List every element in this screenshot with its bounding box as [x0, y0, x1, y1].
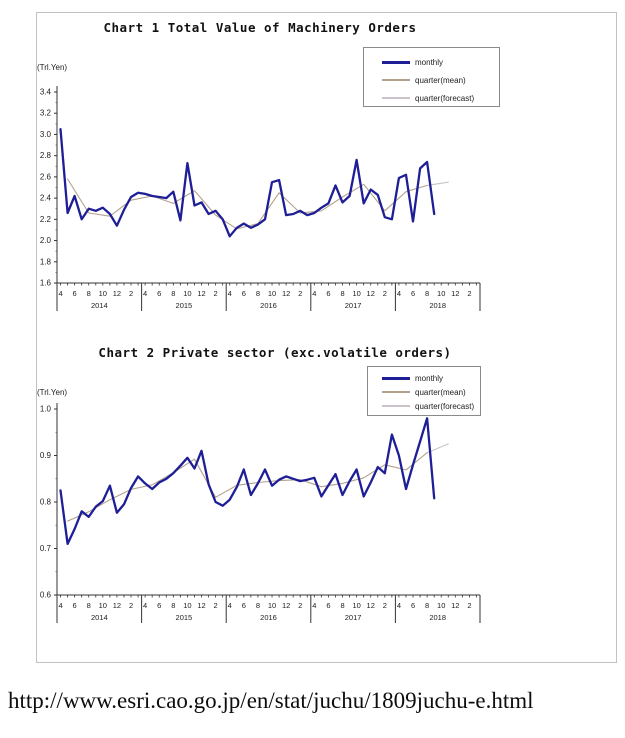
- svg-text:10: 10: [98, 601, 107, 610]
- svg-text:8: 8: [340, 601, 345, 610]
- svg-text:4: 4: [312, 289, 317, 298]
- svg-text:2.6: 2.6: [39, 172, 51, 182]
- svg-text:8: 8: [255, 289, 261, 298]
- monthly-line-swatch: [382, 377, 410, 380]
- svg-text:2016: 2016: [260, 301, 277, 310]
- legend-item-quarter-mean: [382, 385, 480, 399]
- svg-text:6: 6: [72, 601, 77, 610]
- svg-text:8: 8: [425, 289, 430, 298]
- svg-text:2: 2: [467, 289, 472, 298]
- svg-text:4: 4: [312, 601, 317, 610]
- legend-label-quarter-mean: quarter(mean): [415, 75, 466, 85]
- svg-text:1.8: 1.8: [39, 257, 51, 267]
- svg-text:4: 4: [58, 289, 63, 298]
- svg-text:0.7: 0.7: [39, 544, 51, 553]
- monthly-series-line: [61, 418, 435, 544]
- legend-label-quarter-mean: quarter(mean): [415, 387, 466, 397]
- svg-text:6: 6: [72, 289, 77, 298]
- monthly-line-swatch: [382, 61, 410, 64]
- quarter-forecast-line-swatch: [382, 97, 410, 99]
- svg-text:12: 12: [451, 289, 460, 298]
- svg-text:10: 10: [352, 601, 361, 610]
- chart-1-unit-label: (Trl.Yen): [37, 63, 68, 72]
- chart-1-legend: [363, 47, 500, 107]
- svg-text:10: 10: [267, 601, 277, 610]
- svg-text:12: 12: [366, 601, 375, 610]
- svg-text:4: 4: [396, 601, 402, 610]
- svg-text:12: 12: [281, 601, 291, 610]
- svg-text:2015: 2015: [175, 613, 193, 622]
- svg-text:2: 2: [467, 601, 472, 610]
- svg-text:2017: 2017: [344, 613, 362, 622]
- chart-2-legend: [367, 366, 481, 416]
- svg-text:6: 6: [157, 601, 162, 610]
- svg-text:4: 4: [396, 289, 402, 298]
- monthly-series-line: [61, 129, 435, 236]
- chart-2-title: Chart 2 Private sector (exc.volatile orders): [98, 345, 452, 360]
- svg-text:2: 2: [298, 289, 303, 298]
- svg-text:3.2: 3.2: [39, 108, 51, 118]
- svg-text:6: 6: [326, 289, 331, 298]
- chart-2-unit-label: (Trl.Yen): [37, 388, 68, 397]
- svg-text:2.2: 2.2: [39, 214, 51, 224]
- svg-text:10: 10: [352, 289, 361, 298]
- svg-text:2: 2: [128, 601, 134, 610]
- svg-text:10: 10: [183, 289, 192, 298]
- svg-text:4: 4: [227, 601, 232, 610]
- svg-text:2: 2: [382, 289, 387, 298]
- svg-text:8: 8: [340, 289, 345, 298]
- svg-text:1.6: 1.6: [39, 278, 51, 288]
- svg-text:10: 10: [98, 289, 107, 298]
- svg-text:1.0: 1.0: [39, 404, 51, 414]
- quarter-forecast-line-swatch: [382, 405, 410, 407]
- svg-text:0.8: 0.8: [39, 497, 51, 507]
- svg-text:12: 12: [281, 289, 291, 298]
- svg-text:3.0: 3.0: [39, 129, 51, 139]
- svg-text:2.8: 2.8: [39, 151, 51, 161]
- legend-item-monthly: [382, 371, 480, 385]
- svg-text:0.6: 0.6: [39, 590, 51, 600]
- legend-item-quarter-mean: [382, 71, 499, 89]
- legend-label-quarter-forecast: quarter(forecast): [415, 93, 475, 103]
- legend-label-monthly: monthly: [415, 373, 444, 383]
- legend-item-quarter-forecast: [382, 399, 480, 413]
- svg-text:12: 12: [112, 289, 122, 298]
- svg-text:2015: 2015: [175, 301, 193, 310]
- svg-text:2: 2: [382, 601, 387, 610]
- svg-text:2016: 2016: [260, 613, 277, 622]
- svg-text:12: 12: [197, 601, 206, 610]
- legend-label-monthly: monthly: [415, 57, 444, 67]
- svg-text:2014: 2014: [90, 301, 108, 310]
- svg-text:12: 12: [451, 601, 460, 610]
- svg-text:2: 2: [213, 289, 218, 298]
- svg-text:2: 2: [128, 289, 134, 298]
- svg-text:8: 8: [86, 289, 91, 298]
- svg-text:2: 2: [213, 601, 218, 610]
- svg-text:2.0: 2.0: [39, 236, 51, 246]
- svg-text:2: 2: [298, 601, 303, 610]
- svg-text:12: 12: [366, 289, 375, 298]
- svg-text:2014: 2014: [90, 613, 108, 622]
- svg-text:10: 10: [437, 601, 446, 610]
- svg-text:4: 4: [143, 289, 148, 298]
- svg-text:4: 4: [227, 289, 232, 298]
- legend-item-quarter-forecast: [382, 89, 499, 107]
- svg-text:6: 6: [410, 601, 416, 610]
- legend-label-quarter-forecast: quarter(forecast): [415, 401, 475, 411]
- legend-item-monthly: [382, 53, 499, 71]
- svg-text:4: 4: [143, 601, 148, 610]
- svg-text:2018: 2018: [429, 301, 447, 310]
- svg-text:4: 4: [58, 601, 63, 610]
- svg-text:2018: 2018: [429, 613, 447, 622]
- chart-1-title: Chart 1 Total Value of Machinery Orders: [103, 20, 417, 35]
- source-url: http://www.esri.cao.go.jp/en/stat/juchu/1809juchu-e.html: [8, 688, 534, 713]
- quarter-mean-line-swatch: [382, 79, 410, 81]
- svg-text:2017: 2017: [344, 301, 362, 310]
- svg-text:6: 6: [157, 289, 162, 298]
- chart-1-plot: [0, 57, 625, 330]
- svg-text:10: 10: [183, 601, 192, 610]
- svg-text:10: 10: [437, 289, 446, 298]
- quarter-mean-line-swatch: [382, 391, 410, 393]
- svg-text:8: 8: [171, 601, 176, 610]
- svg-text:8: 8: [425, 601, 430, 610]
- svg-text:3.4: 3.4: [39, 87, 51, 97]
- svg-text:8: 8: [171, 289, 176, 298]
- svg-text:8: 8: [86, 601, 91, 610]
- svg-text:2.4: 2.4: [39, 193, 51, 203]
- svg-text:10: 10: [267, 289, 277, 298]
- svg-text:0.9: 0.9: [39, 451, 51, 460]
- svg-text:6: 6: [326, 601, 331, 610]
- svg-text:8: 8: [255, 601, 261, 610]
- svg-text:12: 12: [197, 289, 206, 298]
- quartermean-series-line: [68, 179, 428, 229]
- quartermean-series-line: [68, 453, 428, 521]
- svg-text:6: 6: [241, 601, 246, 610]
- chart-2-plot: [0, 380, 625, 650]
- svg-text:12: 12: [112, 601, 122, 610]
- svg-text:6: 6: [410, 289, 416, 298]
- svg-text:6: 6: [241, 289, 246, 298]
